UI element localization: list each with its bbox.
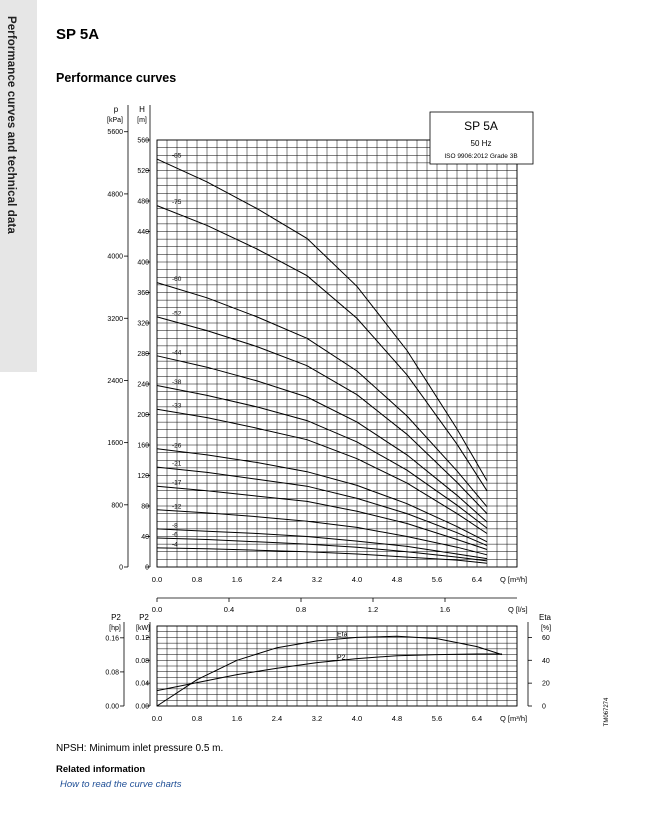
doc-code: TM067274: [604, 697, 610, 727]
x2-axis-tick-label: 0.8: [191, 714, 203, 723]
curve-stages-33: [157, 409, 487, 533]
p-axis-tick-label: 4000: [107, 253, 123, 261]
h-axis-tick-label: 480: [137, 198, 149, 206]
hp-axis-tick-label: 0.16: [105, 635, 119, 643]
p-axis-unit: [kPa]: [107, 117, 123, 124]
h-axis-tick-label: 520: [137, 168, 149, 175]
kw-axis-tick-label: 0.12: [135, 634, 149, 642]
x2-axis-tick-label: 5.6: [431, 714, 443, 723]
kw-axis-unit: [kW]: [136, 625, 150, 632]
curve-stages-44: [157, 356, 487, 522]
h-axis-tick-label: 200: [137, 412, 149, 419]
x2-axis-label: Q [m³/h]: [500, 714, 528, 723]
h-axis-tick-label: 280: [137, 351, 149, 358]
h-axis-tick-label: 80: [141, 503, 149, 511]
x2-axis-tick-label: 6.4: [471, 714, 483, 723]
curve-label: -8: [172, 522, 178, 530]
curve-stages-85: [157, 159, 487, 481]
x-axis-tick-label: 5.6: [431, 575, 443, 584]
curve-label: -26: [172, 442, 182, 450]
p-axis-tick-label: 800: [111, 502, 123, 510]
hp-axis-symbol: P2: [111, 613, 121, 622]
kw-axis-tick-label: 0.04: [135, 680, 149, 688]
p-axis-symbol: p: [113, 105, 119, 114]
x-axis-tick-label: 6.4: [471, 575, 483, 584]
x2-axis-tick-label: 4.8: [391, 714, 403, 723]
h-axis-tick-label: 40: [141, 534, 149, 541]
h-axis-tick-label: 400: [137, 259, 149, 267]
curve-eta: [157, 636, 502, 706]
curve-label: -12: [172, 503, 182, 511]
p-axis-tick-label: 5600: [107, 129, 123, 137]
h-axis-tick-label: 320: [137, 320, 149, 328]
curve-stages-60: [157, 283, 487, 507]
curve-stages-52: [157, 317, 487, 514]
x-axis-tick-label: 1.6: [231, 575, 243, 584]
eta-axis-tick-label: 60: [542, 634, 550, 642]
curve-stages-21: [157, 467, 487, 545]
sidebar-label: Performance curves and technical data: [5, 16, 17, 234]
curve-label: -21: [172, 460, 182, 468]
ls-axis-tick-label: 0.4: [223, 605, 235, 614]
curve-label: -75: [172, 199, 182, 207]
x-axis-tick-label: 4.0: [351, 575, 363, 584]
h-axis-tick-label: 560: [137, 137, 149, 145]
x-axis-label: Q [m³/h]: [500, 575, 528, 584]
curve-stages-26: [157, 449, 487, 542]
x2-axis-tick-label: 2.4: [271, 714, 283, 723]
kw-axis-tick-label: 0.00: [135, 703, 149, 711]
p-axis-tick-label: 2400: [107, 377, 123, 385]
npsh-note: NPSH: Minimum inlet pressure 0.5 m.: [56, 743, 224, 754]
page-title: SP 5A: [56, 26, 100, 43]
curve-label: -6: [172, 531, 178, 539]
legend-model: SP 5A: [464, 119, 498, 133]
curve-label: -52: [172, 310, 182, 318]
hp-axis-unit: [hp]: [109, 625, 121, 632]
x2-axis-tick-label: 0.0: [151, 714, 163, 723]
x-axis-tick-label: 0.0: [151, 575, 163, 584]
section-title: Performance curves: [56, 71, 177, 85]
eta-axis-tick-label: 20: [542, 680, 550, 688]
curve-label: -4: [172, 541, 178, 549]
eta-axis-tick-label: 40: [542, 657, 550, 665]
x2-axis-tick-label: 3.2: [311, 714, 323, 723]
h-axis-tick-label: 160: [137, 442, 149, 450]
curve-stages-4: [157, 548, 487, 563]
h-axis-tick-label: 0: [145, 564, 149, 572]
h-axis-symbol: H: [139, 105, 145, 114]
x2-axis-tick-label: 1.6: [231, 714, 243, 723]
p-axis-tick-label: 0: [119, 564, 123, 572]
x-axis-tick-label: 4.8: [391, 575, 403, 584]
eta-axis-unit: [%]: [540, 625, 552, 632]
hp-axis-tick-label: 0.00: [105, 703, 119, 711]
ls-axis-label: Q [l/s]: [508, 605, 528, 614]
ls-axis-tick-label: 1.6: [439, 605, 451, 614]
curve-label: -33: [172, 402, 182, 410]
p-axis-tick-label: 1600: [107, 440, 123, 448]
legend-standard: ISO 9906:2012 Grade 3B: [444, 153, 518, 160]
related-heading: Related information: [56, 764, 146, 775]
curve-label: -85: [172, 152, 182, 160]
h-axis-unit: [m]: [137, 117, 147, 124]
legend-frequency: 50 Hz: [470, 139, 492, 148]
curve-guide-link[interactable]: How to read the curve charts: [60, 779, 182, 790]
h-axis-tick-label: 240: [137, 381, 149, 389]
curve-p2: [157, 654, 502, 691]
x2-axis-tick-label: 4.0: [351, 714, 363, 723]
curve-label: -60: [172, 276, 182, 284]
h-axis-tick-label: 120: [137, 473, 149, 480]
p-axis-tick-label: 4800: [107, 191, 123, 199]
ls-axis-tick-label: 0.0: [151, 605, 163, 614]
eta-axis-tick-label: 0: [542, 703, 546, 711]
p-axis-tick-label: 3200: [107, 315, 123, 323]
hp-axis-tick-label: 0.08: [105, 669, 119, 677]
curve-label: -17: [172, 479, 182, 487]
h-axis-tick-label: 360: [137, 290, 149, 297]
eta-axis-symbol: Eta: [538, 613, 552, 622]
curve-stages-6: [157, 538, 487, 561]
curve-label: -44: [172, 349, 182, 357]
ls-axis-tick-label: 1.2: [367, 605, 379, 614]
curve-label: -38: [172, 379, 182, 387]
kw-axis-symbol: P2: [139, 613, 149, 622]
curve-eta-label: Eta: [337, 631, 348, 639]
kw-axis-tick-label: 0.08: [135, 657, 149, 665]
curve-p2-label: P2: [337, 654, 346, 662]
curve-stages-12: [157, 510, 487, 555]
x-axis-tick-label: 0.8: [191, 575, 203, 584]
h-axis-tick-label: 440: [137, 229, 149, 236]
x-axis-tick-label: 3.2: [311, 575, 323, 584]
ls-axis-tick-label: 0.8: [295, 605, 307, 614]
x-axis-tick-label: 2.4: [271, 575, 283, 584]
